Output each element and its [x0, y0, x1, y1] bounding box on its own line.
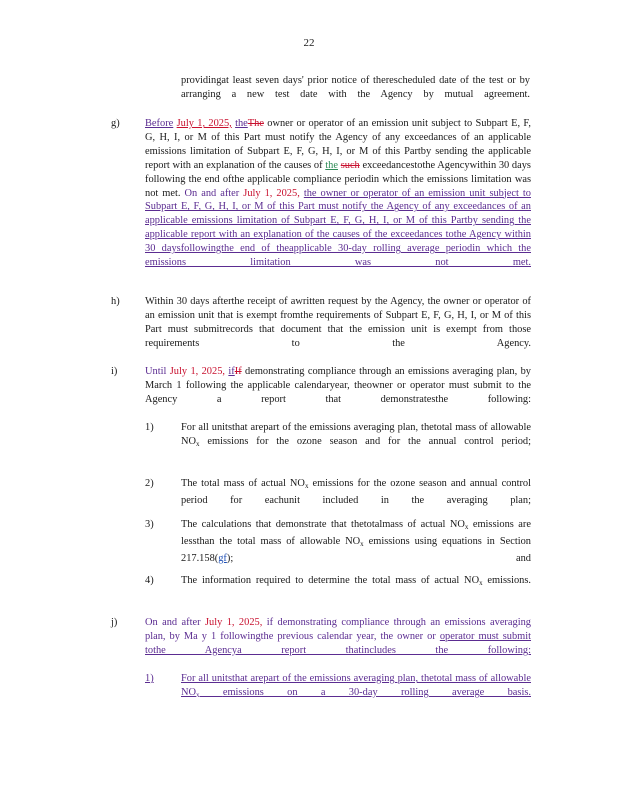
i-if-inserted: if: [228, 366, 235, 377]
i-until: Until: [145, 366, 167, 377]
item-h-paragraph: Within 30 days afterthe receipt of awritten request by the Agency, the owner or operator of an emission unit that is exempt fromthe requirements of Subpart E, F, G, H, I, or M of this Part must submitrecords that document that the emission unit is exempt from those requirements to the Agency.: [145, 296, 531, 349]
i-item-4-text: The information required to determine the total mass of actual $NO_x$ emissions.: [181, 575, 531, 587]
i-item-1-number: 1): [145, 422, 154, 433]
j-item-1-text: For all unitsthat arepart of the emissions averaging plan, thetotal mass of allowable $NO_x$ emissions on a 30-day rolling average basis.: [181, 673, 531, 699]
i-item-2-text: The total mass of actual $NO_x$ emissions for the ozone season and annual control period for eachunit included in the averaging plan;: [181, 478, 532, 506]
g-date-2: July 1, 2025,: [243, 187, 300, 199]
j-text-2: operator must submit tothe Agencya report thatincludes the following:: [145, 630, 532, 656]
item-j-label: j): [111, 617, 118, 628]
j-text-1: if demonstrating compliance through an emissions averaging plan, by Ma y 1 followingthe previous calendar year, the owner or: [145, 617, 531, 642]
i-text: demonstrating compliance through an emissions averaging plan, by March 1 following the applicable calendaryear, theowner or operator must submit to the Agency a report that demonstratesthe following:: [145, 366, 531, 405]
g-the-inserted: the: [235, 118, 248, 129]
g-text-2: exceedancestothe Agencywithin 30 days following the end ofthe applicable compliance periodin which the emissions limitation was not met.: [145, 159, 531, 199]
g-on-and-after: On and after: [184, 187, 240, 199]
g-text-3: the owner or operator of an emission unit subject to Subpart E, F, G, H, I, or M of this Part must notify the Agency of any exceedances of an applicable emissions limitation of Subpart E, F, G, H, I, or M of this Partby sending the applicable report with an explanation of the causes of the exceedances tothe Agency within 30 daysfollowingthe end of theapplicable 30-day rolling average periodin which the emissions limitation was not met.: [145, 187, 531, 269]
g-text-1: owner or operator of an emission unit subject to Subpart E, F, G, H, I, or M of this Part must notify the Agency of any exceedances of an applicable emissions limitation of Subpart E, F, G, H, I, or M of this Partby sending the applicable report with an explanation of the causes of: [145, 118, 531, 171]
g-date-1: July 1, 2025,: [176, 118, 232, 129]
item-g-paragraph: [145, 117, 531, 284]
j-date: July 1, 2025,: [204, 617, 263, 628]
continuation-paragraph: providingat least seven days' prior notice of therescheduled date of the test or by arranging a new test date with the Agency by mutual agreement.: [181, 75, 530, 100]
i-item-3-text: The calculations that demonstrate that thetotalmass of actual $NO_x$ emissions are lessthan the total mass of allowable $NO_x$ emissions using equations in Section 217.158(gf); and: [181, 519, 531, 564]
i-date: July 1, 2025,: [169, 366, 225, 377]
j-on-and-after: On and after: [145, 617, 201, 628]
j-item-1-number: 1): [145, 673, 154, 684]
i-item-1-text: For all unitsthat arepart of the emissions averaging plan, thetotal mass of allowable $NO_x$ emissions for the ozone season and for the annual control period;: [181, 422, 531, 448]
i-item-3-number: 3): [145, 519, 154, 530]
page-number: 22: [303, 37, 315, 49]
item-h-label: h): [111, 296, 120, 307]
g-the-green: the: [325, 159, 338, 171]
item-j-paragraph: [145, 616, 531, 672]
item-i-paragraph: [145, 365, 531, 421]
i-if-deleted: If: [234, 366, 242, 377]
item-i-label: i): [111, 366, 118, 377]
item-g-label: g): [111, 118, 120, 129]
i-item-4-number: 4): [145, 575, 154, 586]
section-reference-link[interactable]: gf: [218, 552, 227, 564]
g-the-deleted: The: [247, 118, 264, 129]
g-before: Before: [145, 118, 174, 129]
i-item-2-number: 2): [145, 478, 154, 489]
g-such-deleted: such: [340, 159, 360, 171]
